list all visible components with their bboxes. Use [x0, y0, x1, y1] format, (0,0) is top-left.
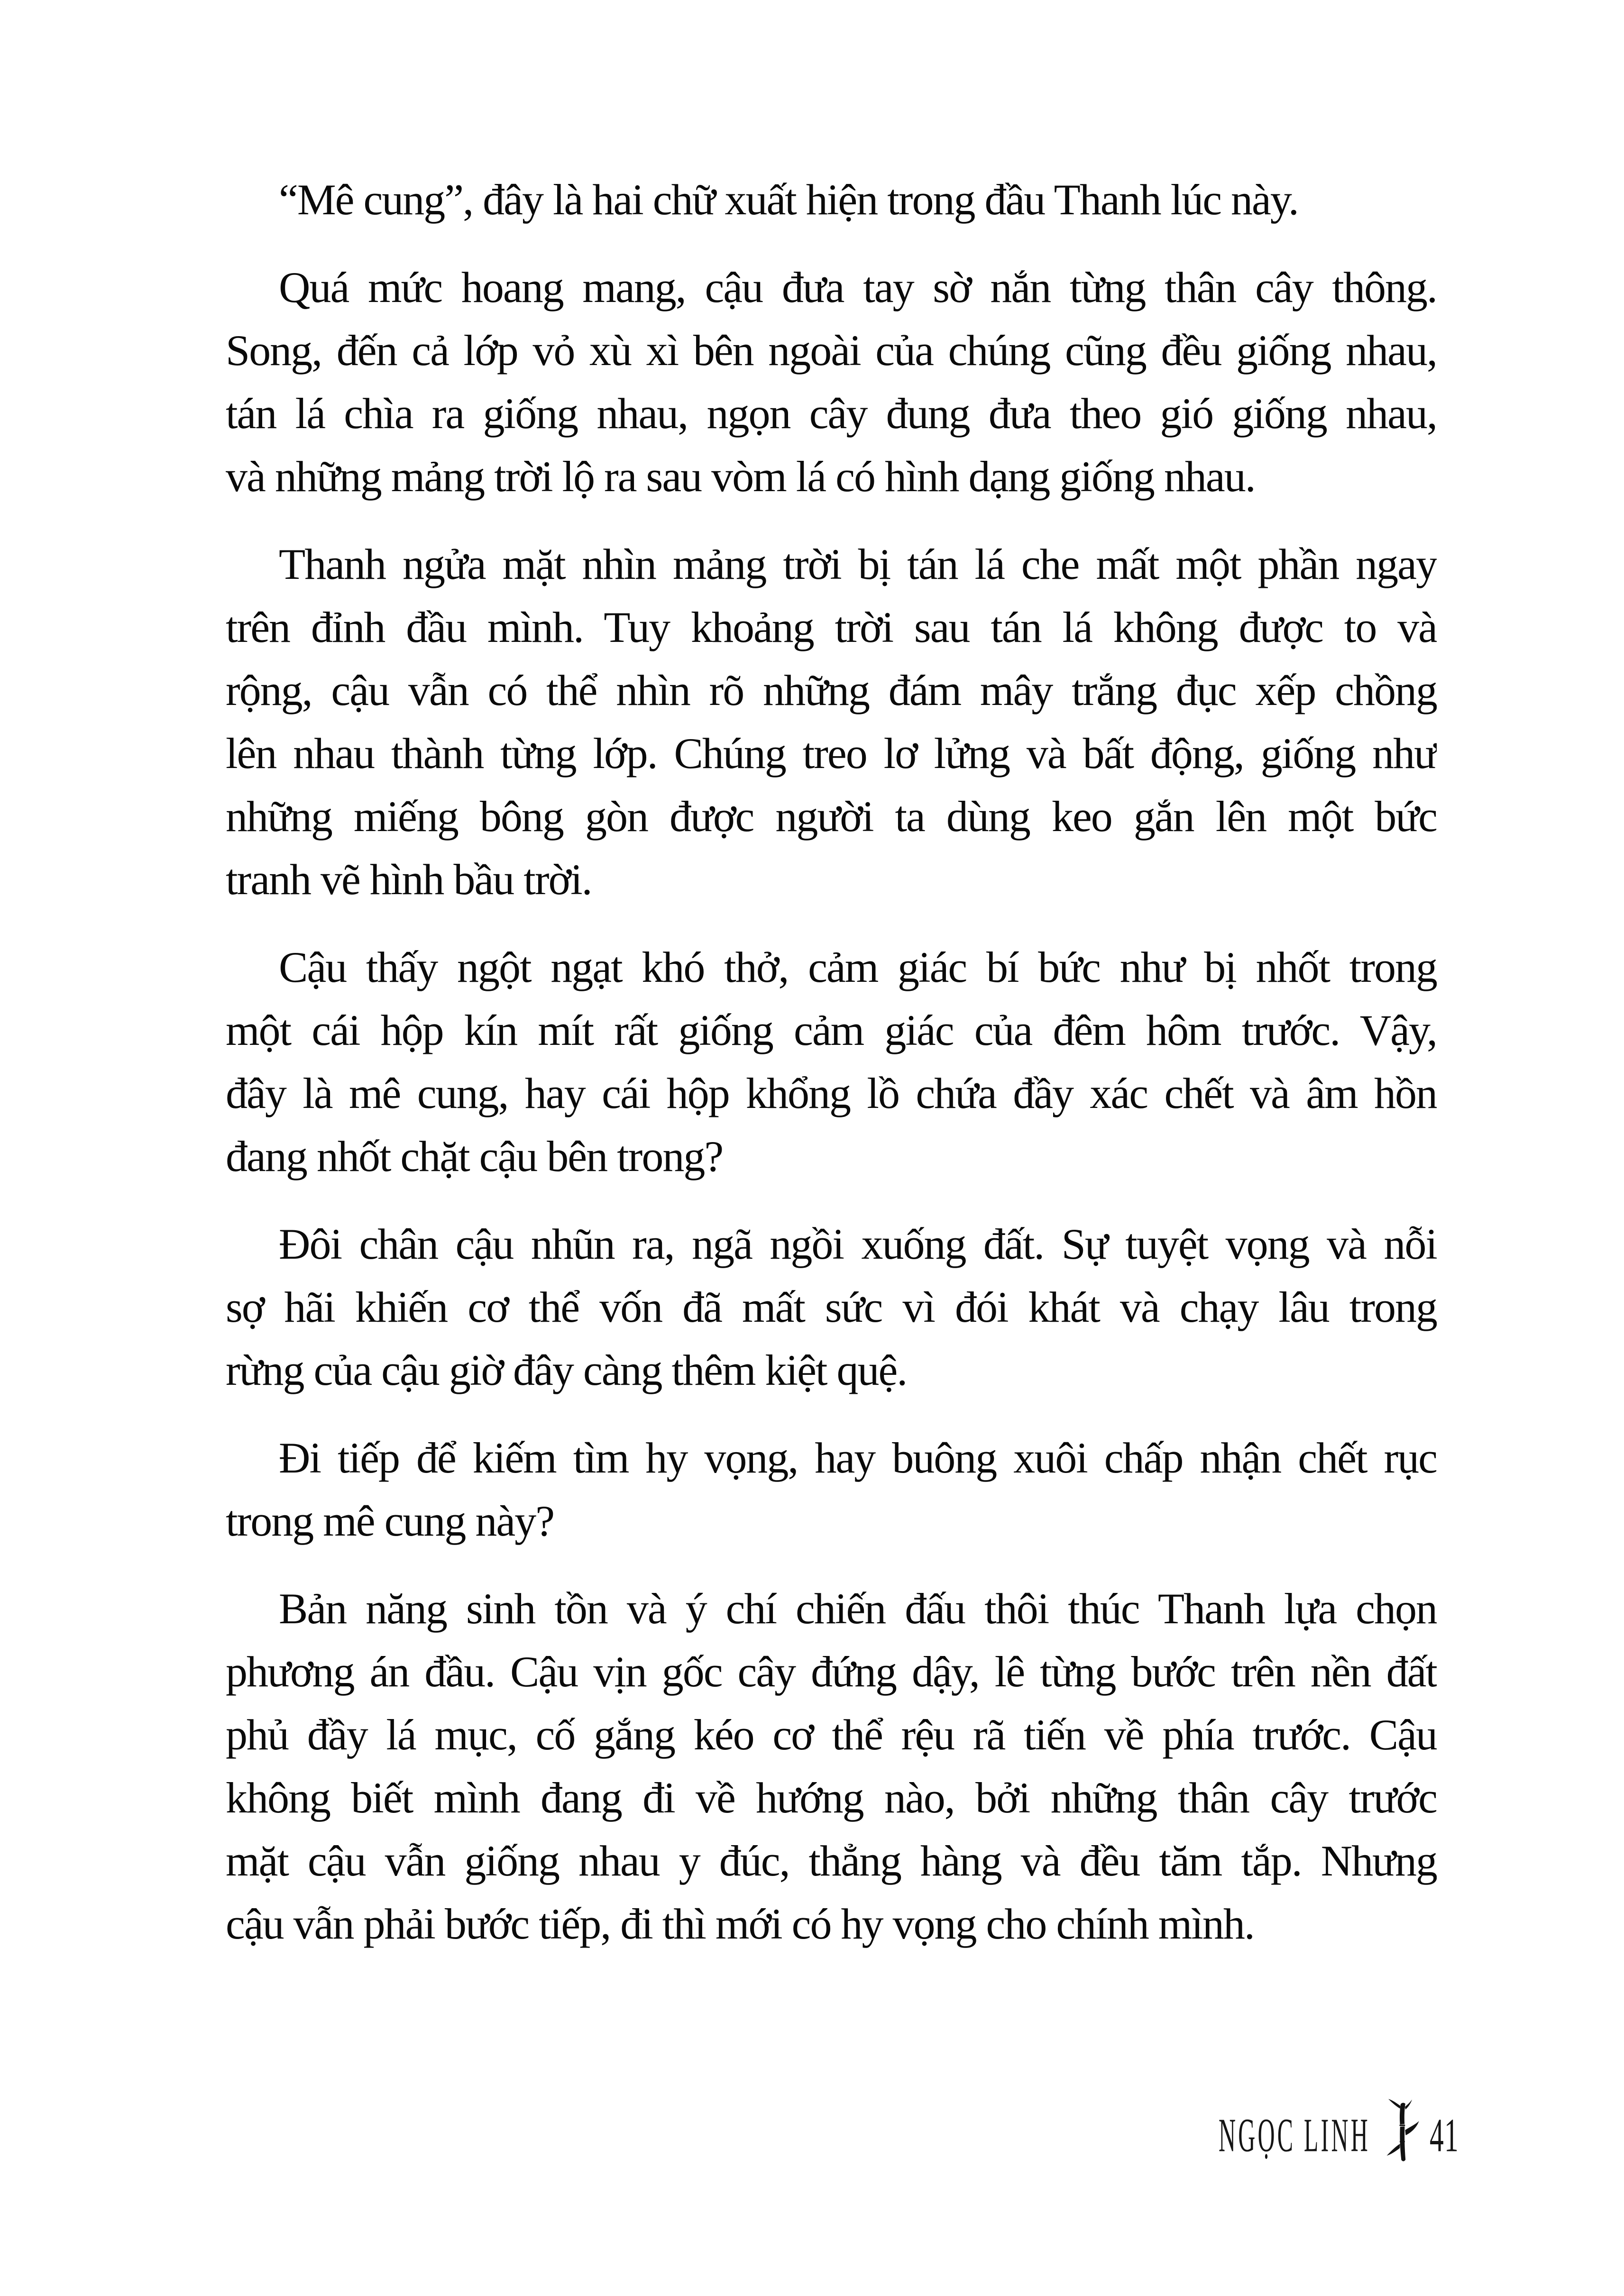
paragraph — [226, 1427, 1437, 1553]
text-line: Song, đến cả lớp vỏ xù xì bên ngoài của chúng cũng đều giống nhau, — [226, 326, 1437, 375]
text-line: “Mê cung”, đây là hai chữ xuất hiện trong đầu Thanh lúc này. — [279, 175, 1298, 224]
paragraph — [226, 1577, 1437, 1956]
text-line: lên nhau thành từng lớp. Chúng treo lơ lửng và bất động, giống như — [226, 729, 1437, 778]
text-line: phương án đầu. Cậu vịn gốc cây đứng dậy, lê từng bước trên nền đất — [226, 1647, 1437, 1696]
text-line: Quá mức hoang mang, cậu đưa tay sờ nắn từng thân cây thông. — [279, 263, 1437, 311]
text-line: cậu vẫn phải bước tiếp, đi thì mới có hy vọng cho chính mình. — [226, 1900, 1254, 1948]
author-name: NGỌC LINH — [1219, 2108, 1370, 2162]
text-line: không biết mình đang đi về hướng nào, bởi những thân cây trước — [226, 1774, 1437, 1822]
text-line: phủ đầy lá mục, cố gắng kéo cơ thể rệu rã tiến về phía trước. Cậu — [226, 1711, 1437, 1759]
text-line: Đi tiếp để kiếm tìm hy vọng, hay buông xuôi chấp nhận chết rục — [279, 1434, 1437, 1482]
text-line: đang nhốt chặt cậu bên trong? — [226, 1132, 723, 1180]
text-line: một cái hộp kín mít rất giống cảm giác của đêm hôm trước. Vậy, — [226, 1006, 1437, 1054]
text-line: tán lá chìa ra giống nhau, ngọn cây đung đưa theo gió giống nhau, — [226, 389, 1437, 438]
paragraph — [226, 168, 1437, 231]
paragraph — [226, 256, 1437, 508]
bamboo-icon — [1386, 2099, 1419, 2167]
paragraph — [226, 1213, 1437, 1402]
text-line: mặt cậu vẫn giống nhau y đúc, thẳng hàng và đều tăm tắp. Nhưng — [226, 1837, 1437, 1885]
paragraph — [226, 533, 1437, 911]
text-line: và những mảng trời lộ ra sau vòm lá có hình dạng giống nhau. — [226, 452, 1255, 501]
text-line: Bản năng sinh tồn và ý chí chiến đấu thôi thúc Thanh lựa chọn — [279, 1584, 1437, 1633]
paragraph — [226, 936, 1437, 1188]
text-line: rộng, cậu vẫn có thể nhìn rõ những đám mây trắng đục xếp chồng — [226, 666, 1437, 714]
text-line: rừng của cậu giờ đây càng thêm kiệt quệ. — [226, 1346, 907, 1394]
text-line: những miếng bông gòn được người ta dùng keo gắn lên một bức — [226, 792, 1437, 841]
text-line: sợ hãi khiến cơ thể vốn đã mất sức vì đói khát và chạy lâu trong — [226, 1283, 1437, 1331]
text-line: Đôi chân cậu nhũn ra, ngã ngồi xuống đất. Sự tuyệt vọng và nỗi — [279, 1220, 1437, 1268]
text-line: Thanh ngửa mặt nhìn mảng trời bị tán lá che mất một phần ngay — [279, 540, 1437, 588]
page-number: 41 — [1430, 2108, 1459, 2162]
text-line: tranh vẽ hình bầu trời. — [226, 855, 592, 904]
text-line: trên đỉnh đầu mình. Tuy khoảng trời sau tán lá không được to và — [226, 603, 1437, 651]
page-footer — [1219, 2099, 1477, 2170]
text-line: Cậu thấy ngột ngạt khó thở, cảm giác bí bức như bị nhốt trong — [279, 943, 1437, 991]
text-line: đây là mê cung, hay cái hộp khổng lồ chứa đầy xác chết và âm hồn — [226, 1069, 1437, 1117]
text-block — [226, 168, 1437, 1956]
text-line: trong mê cung này? — [226, 1497, 554, 1545]
